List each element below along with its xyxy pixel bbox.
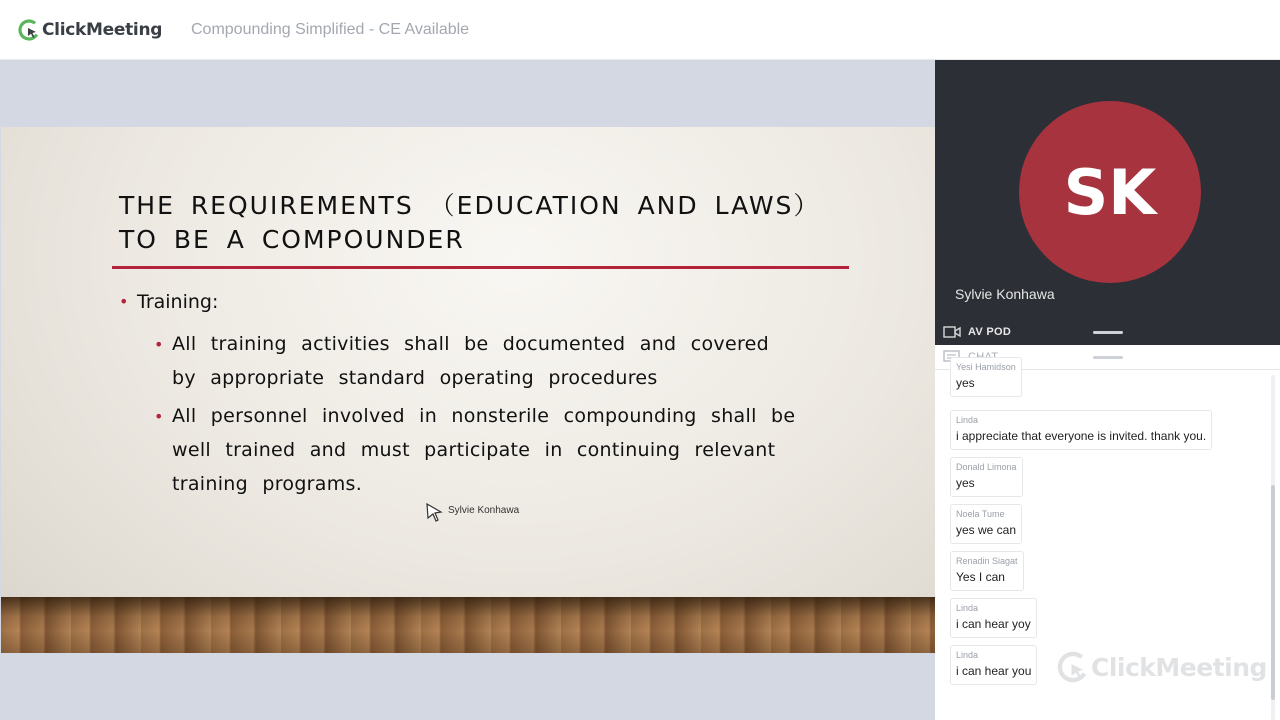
bullet-dot-icon: • [154, 335, 164, 354]
bullet-text: Training: [137, 291, 219, 313]
chat-message-author: Renadin Siagat [956, 556, 1018, 566]
chat-message [950, 504, 1022, 544]
chat-message-text: Yes I can [956, 570, 1005, 584]
clickmeeting-logo-icon [18, 19, 40, 41]
slide-divider [112, 266, 849, 269]
slide-heading-line1: THE REQUIREMENTS （EDUCATION AND LAWS） [119, 191, 821, 220]
chat-message [950, 551, 1024, 591]
slide-subbullet-documented [154, 327, 782, 395]
bullet-text: All personnel involved in nonsterile compounding shall be well trained and must participate in continuing relevant training programs. [172, 405, 796, 495]
meeting-title: Compounding Simplified - CE Available [191, 21, 470, 38]
chat-scrollbar[interactable] [1271, 375, 1275, 720]
chat-message-author: Noela Tume [956, 509, 1005, 519]
presenter-name: Sylvie Konhawa [955, 286, 1055, 302]
presenter-cursor-label: Sylvie Konhawa [448, 505, 520, 516]
camera-icon [943, 325, 961, 339]
chat-message-text: i can hear you [956, 664, 1032, 678]
chat-message-text: yes we can [956, 523, 1017, 537]
slide-bullet-training [119, 291, 219, 313]
av-pod-header[interactable] [935, 320, 1280, 345]
av-pod-minimize-button[interactable] [1093, 331, 1123, 334]
chat-message-author: Linda [956, 603, 979, 613]
chat-message-text: i can hear yoy [956, 617, 1031, 631]
slide-heading-line2: TO BE A COMPOUNDER [119, 225, 465, 254]
presentation-stage [0, 60, 935, 720]
presentation-slide [1, 127, 935, 653]
side-panel [935, 60, 1280, 720]
chat-message [950, 457, 1023, 497]
chat-message [950, 410, 1212, 450]
chat-message [950, 645, 1037, 685]
presenter-avatar: SK [1019, 101, 1201, 283]
presenter-cursor-icon [425, 502, 445, 522]
clickmeeting-watermark [1057, 651, 1267, 683]
chat-scrollbar-thumb[interactable] [1271, 485, 1275, 700]
chat-message-author: Linda [956, 650, 979, 660]
logo-text: ClickMeeting [42, 20, 163, 40]
slide-heading [119, 189, 839, 257]
bullet-dot-icon: • [119, 292, 129, 311]
clickmeeting-logo [18, 18, 162, 42]
chat-message-text: i appreciate that everyone is invited. thank you. [956, 429, 1207, 443]
watermark-text: ClickMeeting [1091, 652, 1267, 682]
bullet-text: All training activities shall be documented and covered by appropriate standard operating procedures [172, 333, 769, 389]
chat-message [950, 598, 1037, 638]
chat-message-author: Yesi Hamidson [956, 362, 1016, 372]
av-pod-video [935, 60, 1280, 320]
chat-message-text: yes [956, 376, 975, 390]
chat-messages[interactable] [935, 362, 1280, 720]
bullet-dot-icon: • [154, 407, 164, 426]
chat-message-author: Donald Limona [956, 462, 1017, 472]
chat-message-author: Linda [956, 415, 979, 425]
clickmeeting-watermark-icon [1057, 651, 1089, 683]
av-pod-label: AV POD [968, 326, 1012, 338]
slide-subbullet-personnel [154, 399, 822, 501]
chat-pod-minimize-button[interactable] [1093, 356, 1123, 359]
slide-floor-shade [1, 597, 935, 653]
chat-message [950, 357, 1022, 397]
chat-message-text: yes [956, 476, 975, 490]
top-header [0, 0, 1280, 60]
